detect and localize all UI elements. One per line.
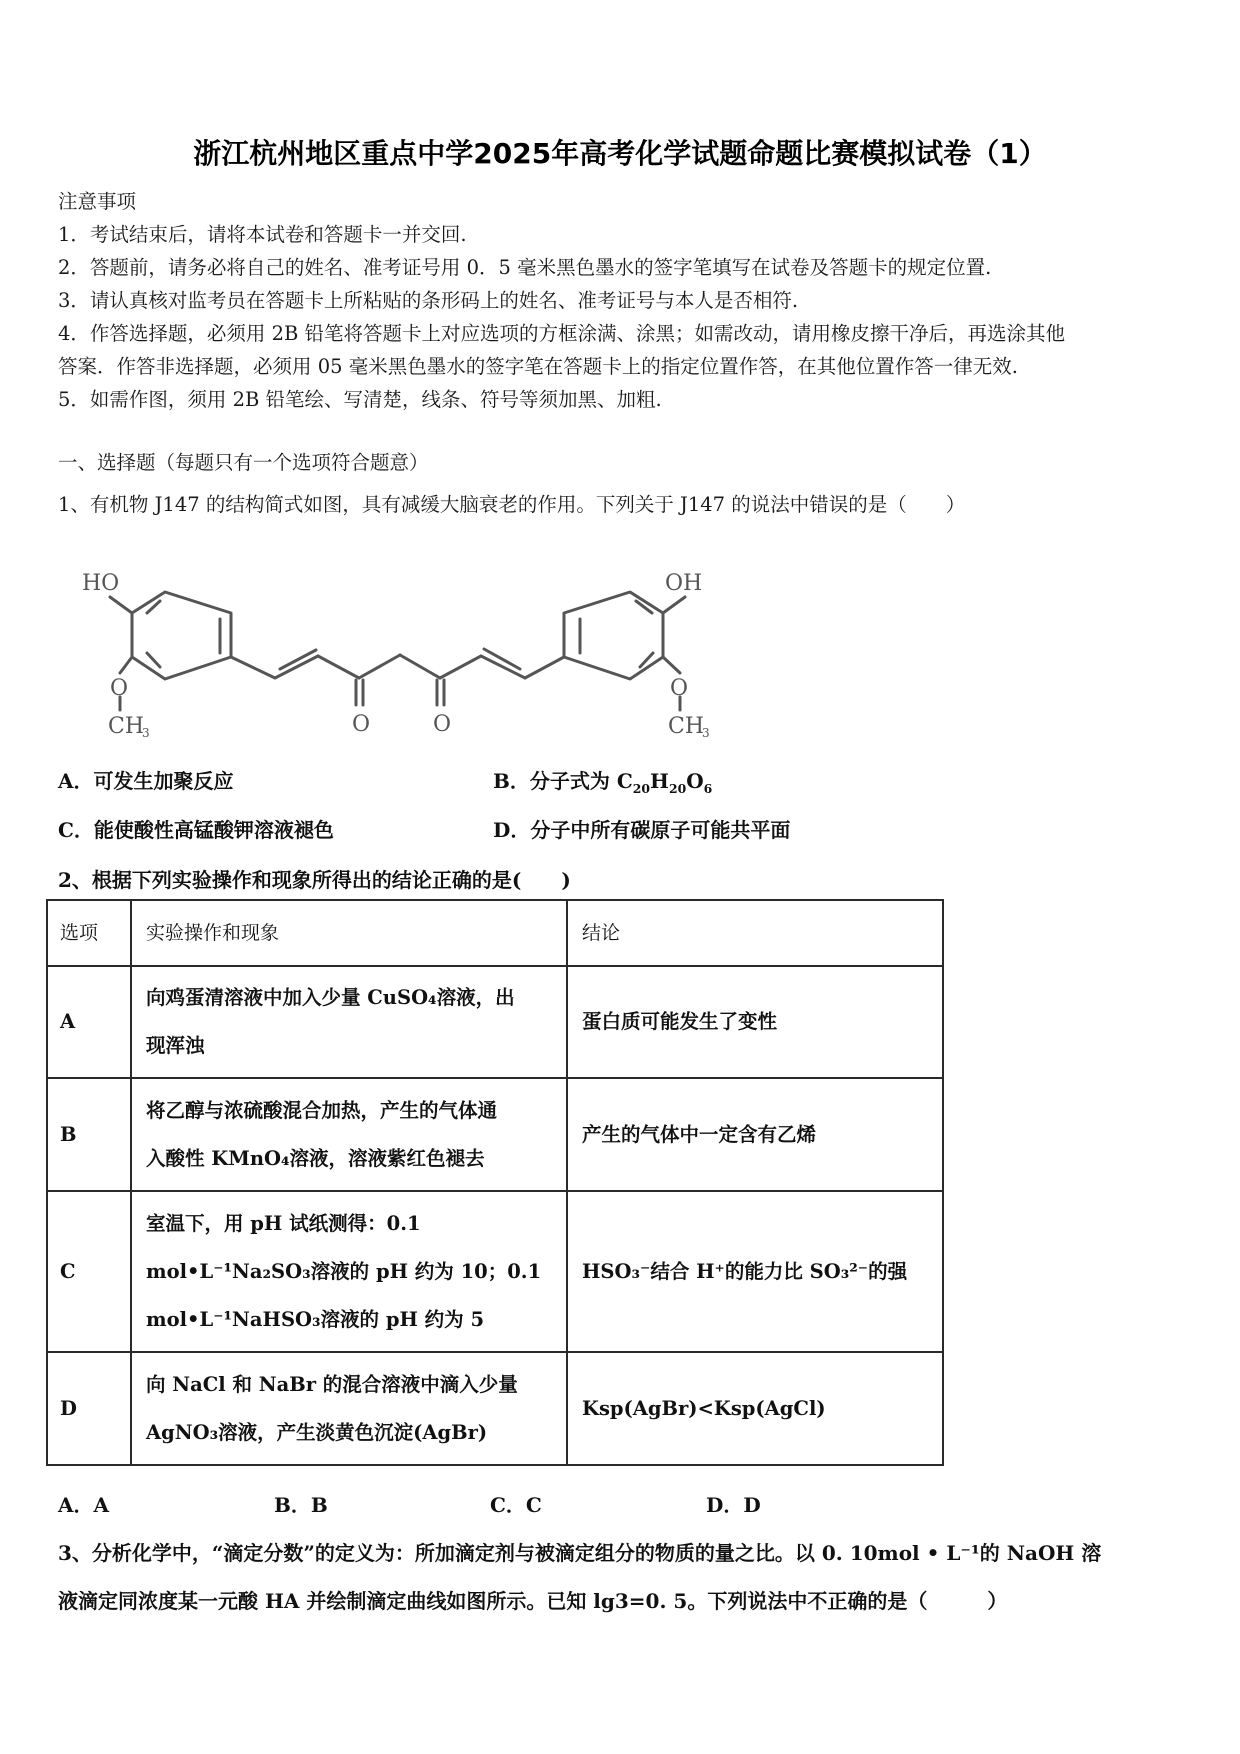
operation-line: 室温下，用 pH 试纸测得：0.1 bbox=[146, 1211, 421, 1235]
j147-structure-diagram bbox=[80, 555, 710, 740]
header-operation: 实验操作和现象 bbox=[131, 900, 567, 966]
notice-heading: 注意事项 bbox=[58, 190, 137, 213]
row-operation bbox=[131, 1352, 567, 1465]
q2-option-c: C．C bbox=[490, 1493, 542, 1517]
table-header-row bbox=[47, 900, 943, 966]
operation-line: mol•L⁻¹NaHSO₃溶液的 pH 约为 5 bbox=[146, 1307, 485, 1331]
label-right-ether-o: O bbox=[670, 676, 689, 701]
label-left-ch3-sub: 3 bbox=[142, 726, 150, 740]
table-row bbox=[47, 1191, 943, 1352]
notice-item-1: 1．考试结束后，请将本试卷和答题卡一并交回. bbox=[58, 223, 467, 246]
operation-line: 向鸡蛋清溶液中加入少量 CuSO₄溶液，出 bbox=[146, 986, 515, 1009]
option-b-o: O bbox=[686, 769, 704, 793]
notice-item-2: 2．答题前，请务必将自己的姓名、准考证号用 0．5 毫米黑色墨水的签字笔填写在试卷及答题卡的规定位置. bbox=[58, 256, 992, 279]
subscript: 6 bbox=[703, 781, 713, 796]
option-b-h: H bbox=[650, 769, 669, 793]
row-key: B bbox=[47, 1078, 131, 1191]
label-left-ether-o: O bbox=[110, 676, 129, 701]
row-operation bbox=[131, 1191, 567, 1352]
operation-line: 将乙醇与浓硫酸混合加热，产生的气体通 bbox=[146, 1098, 498, 1122]
q1-option-a: A．可发生加聚反应 bbox=[58, 769, 234, 793]
question-1-stem: 1、有机物 J147 的结构简式如图，具有减缓大脑衰老的作用。下列关于 J147 的说法中错误的是（ ） bbox=[58, 493, 966, 516]
row-key: D bbox=[47, 1352, 131, 1465]
q2-option-a: A．A bbox=[58, 1493, 110, 1517]
table-row bbox=[47, 1078, 943, 1191]
notice-item-3: 3．请认真核对监考员在答题卡上所粘贴的条形码上的姓名、准考证号与本人是否相符. bbox=[58, 289, 799, 312]
row-conclusion: Ksp(AgBr)<Ksp(AgCl) bbox=[567, 1352, 943, 1465]
subscript: 20 bbox=[668, 781, 687, 796]
row-operation bbox=[131, 1078, 567, 1191]
operation-line: 现浑浊 bbox=[146, 1034, 205, 1057]
question-3-stem-line-1: 3、分析化学中，“滴定分数”的定义为：所加滴定剂与被滴定组分的物质的量之比。以 0. 10mol • L⁻¹的 NaOH 溶 bbox=[58, 1541, 1102, 1565]
label-right-ch3: CH bbox=[668, 714, 705, 739]
label-left-ho: HO bbox=[82, 571, 120, 596]
notice-item-4-continued: 答案．作答非选择题，必须用 05 毫米黑色墨水的签字笔在答题卡上的指定位置作答，在其他位置作答一律无效. bbox=[58, 355, 1018, 378]
label-right-ch3-sub: 3 bbox=[702, 726, 710, 740]
row-conclusion: 产生的气体中一定含有乙烯 bbox=[567, 1078, 943, 1191]
question-2-stem: 2、根据下列实验操作和现象所得出的结论正确的是( ) bbox=[58, 868, 571, 892]
row-conclusion: HSO₃⁻结合 H⁺的能力比 SO₃²⁻的强 bbox=[567, 1191, 943, 1352]
q1-option-b bbox=[493, 765, 712, 794]
operation-line: 向 NaCl 和 NaBr 的混合溶液中滴入少量 bbox=[146, 1372, 518, 1396]
row-conclusion: 蛋白质可能发生了变性 bbox=[567, 966, 943, 1078]
header-conclusion: 结论 bbox=[567, 900, 943, 966]
operation-line: mol•L⁻¹Na₂SO₃溶液的 pH 约为 10；0.1 bbox=[146, 1259, 542, 1283]
label-ketone-o-1: O bbox=[352, 712, 371, 737]
notice-item-5: 5．如需作图，须用 2B 铅笔绘、写清楚，线条、符号等须加黑、加粗. bbox=[58, 388, 662, 411]
table-row bbox=[47, 966, 943, 1078]
label-right-oh: OH bbox=[665, 571, 703, 596]
table-row bbox=[47, 1352, 943, 1465]
row-key: C bbox=[47, 1191, 131, 1352]
label-ketone-o-2: O bbox=[433, 712, 452, 737]
section-heading: 一、选择题（每题只有一个选项符合题意） bbox=[58, 451, 429, 474]
q2-option-b: B．B bbox=[274, 1493, 328, 1517]
header-option: 选项 bbox=[47, 900, 131, 966]
experiment-table bbox=[46, 899, 944, 1466]
label-left-ch3: CH bbox=[108, 714, 145, 739]
operation-line: 入酸性 KMnO₄溶液，溶液紫红色褪去 bbox=[146, 1146, 485, 1170]
q1-option-c: C．能使酸性高锰酸钾溶液褪色 bbox=[58, 818, 334, 842]
row-key: A bbox=[47, 966, 131, 1078]
q1-option-d: D．分子中所有碳原子可能共平面 bbox=[493, 818, 791, 842]
option-b-text: B．分子式为 C bbox=[493, 769, 633, 793]
operation-line: AgNO₃溶液，产生淡黄色沉淀(AgBr) bbox=[146, 1420, 488, 1444]
q2-option-d: D．D bbox=[706, 1493, 761, 1517]
question-3-stem-line-2: 液滴定同浓度某一元酸 HA 并绘制滴定曲线如图所示。已知 lg3=0. 5。下列说法中不正确的是（ ） bbox=[58, 1589, 1008, 1613]
row-operation bbox=[131, 966, 567, 1078]
notice-item-4: 4．作答选择题，必须用 2B 铅笔将答题卡上对应选项的方框涂满、涂黑；如需改动，请用橡皮擦干净后，再选涂其他 bbox=[58, 322, 1066, 345]
subscript: 20 bbox=[632, 781, 651, 796]
page-title: 浙江杭州地区重点中学2025年高考化学试题命题比赛模拟试卷（1） bbox=[193, 137, 1047, 170]
